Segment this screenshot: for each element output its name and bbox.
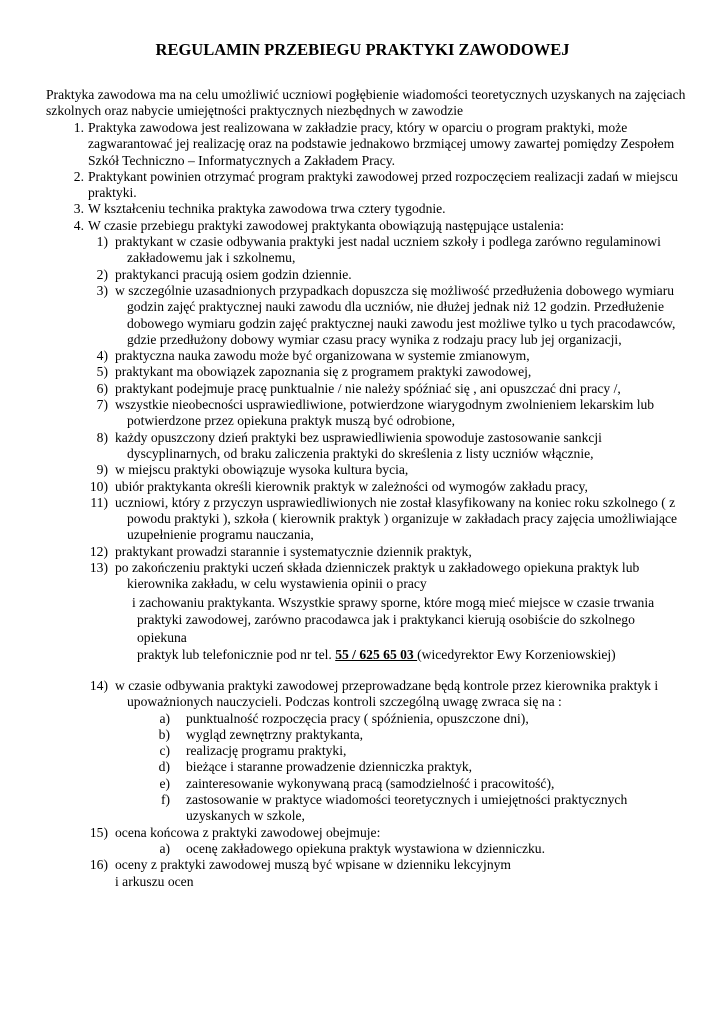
rule-number: 12) bbox=[89, 543, 108, 559]
rule-5 bbox=[46, 364, 686, 380]
sub-item-text: wygląd zewnętrzny praktykanta, bbox=[186, 726, 364, 742]
rule-text bbox=[115, 857, 686, 890]
rule-14-item-e bbox=[46, 776, 686, 792]
rule-10 bbox=[46, 479, 686, 495]
rule-2 bbox=[46, 267, 686, 283]
rule-number: 9) bbox=[96, 462, 108, 478]
rule-number: 15) bbox=[89, 824, 108, 840]
sub-item-letter: a) bbox=[159, 710, 170, 726]
rule-12 bbox=[46, 544, 686, 560]
rule-14 bbox=[46, 678, 686, 711]
point-number: 2. bbox=[73, 168, 84, 184]
rule-16-line: i arkuszu ocen bbox=[115, 873, 194, 889]
sub-item-letter: f) bbox=[160, 792, 170, 808]
rule-text: praktykant podejmuje pracę punktualnie / nie należy spóźniać się , ani opuszczać dni pracy /, bbox=[115, 380, 621, 396]
rule-text: uczniowi, który z przyczyn usprawiedliwionych nie został klasyfikowany na koniec roku szkolnego ( z powodu praktyki ), szkoła ( kierownik praktyk ) organizuje w zakładach pracy zajęcia umożliwiające uzupełnienie programu nauczania, bbox=[115, 494, 678, 543]
rule-text: każdy opuszczony dzień praktyki bez usprawiedliwienia spowoduje zastosowanie sankcji dyscyplinarnych, od braku zaliczenia praktyki do skreślenia z listy uczniów włącznie, bbox=[115, 429, 602, 461]
regulations-list bbox=[46, 120, 686, 890]
phone-prefix: praktyk lub telefonicznie pod nr tel. bbox=[137, 647, 336, 663]
rule-8 bbox=[46, 430, 686, 463]
rule-number: 4) bbox=[96, 348, 108, 364]
point-text: W czasie przebiegu praktyki zawodowej praktykanta obowiązują następujące ustalenia: bbox=[88, 217, 565, 233]
rule-number: 2) bbox=[96, 266, 108, 282]
rule-13-line: praktyki zawodowej, zarówno pracodawca jak i praktykanci kierują osobiście do szkolnego opiekuna bbox=[137, 612, 635, 645]
rule-text: w czasie odbywania praktyki zawodowej przeprowadzane będą kontrole przez kierownika praktyk i upoważnionych nauczycieli. Podczas kontroli szczególną uwagę zwraca się na : bbox=[115, 677, 659, 710]
rule-number: 10) bbox=[89, 478, 108, 494]
rule-14-item-a bbox=[46, 711, 686, 727]
rule-3 bbox=[46, 283, 686, 348]
sub-item-text: punktualność rozpoczęcia pracy ( spóźnienia, opuszczone dni), bbox=[186, 710, 529, 726]
rule-text: po zakończeniu praktyki uczeń składa dzienniczek praktyk u zakładowego opiekuna praktyk lub kierownika zakładu, w celu wystawienia opinii o pracy bbox=[115, 560, 640, 592]
rule-number: 6) bbox=[96, 380, 108, 396]
rule-number: 8) bbox=[96, 429, 108, 445]
rule-text: praktykant prowadzi starannie i systematycznie dziennik praktyk, bbox=[115, 543, 472, 559]
rule-1 bbox=[46, 234, 686, 267]
rule-7 bbox=[46, 397, 686, 430]
rule-number: 1) bbox=[96, 234, 108, 250]
sub-item-text: bieżące i staranne prowadzenie dzienniczka praktyk, bbox=[186, 759, 473, 775]
page-title: REGULAMIN PRZEBIEGU PRAKTYKI ZAWODOWEJ bbox=[155, 40, 570, 59]
rule-number: 11) bbox=[90, 494, 108, 510]
rule-number: 7) bbox=[96, 397, 108, 413]
sub-item-letter: a) bbox=[159, 840, 170, 856]
rule-16 bbox=[46, 857, 686, 890]
point-number: 1. bbox=[73, 120, 84, 135]
sub-item-letter: b) bbox=[158, 726, 170, 742]
rule-16-line: oceny z praktyki zawodowej muszą być wpisane w dzienniku lekcyjnym bbox=[115, 857, 511, 873]
sub-item-letter: e) bbox=[159, 775, 170, 791]
rule-text: wszystkie nieobecności usprawiedliwione, potwierdzone wiarygodnym zwolnieniem lekarskim lub potwierdzone przez opiekuna praktyk muszą być odrobione, bbox=[115, 397, 655, 429]
point-text: Praktykant powinien otrzymać program praktyki zawodowej przed rozpoczęciem realizacji zadań w miejscu praktyki. bbox=[88, 168, 678, 201]
sub-item-letter: d) bbox=[158, 759, 170, 775]
rule-14-item-c bbox=[46, 743, 686, 759]
rule-number: 16) bbox=[89, 857, 108, 873]
point-4 bbox=[46, 218, 686, 234]
rule-text: praktykant ma obowiązek zapoznania się z programem praktyki zawodowej, bbox=[115, 364, 532, 380]
rule-11 bbox=[46, 495, 686, 544]
rule-9 bbox=[46, 462, 686, 478]
point-1 bbox=[46, 120, 686, 169]
rule-15-item-a bbox=[46, 841, 686, 857]
point-text: Praktyka zawodowa jest realizowana w zakładzie pracy, który w oparciu o program praktyki, może zagwarantować jej realizację oraz na podstawie jednakowo brzmiącej umowy zawartej pomiędzy Zespołem Szkół Techniczno – Informatycznych a Zakładem Pracy. bbox=[88, 120, 675, 168]
rule-number: 14) bbox=[89, 677, 108, 693]
point-3 bbox=[46, 201, 686, 217]
phone-number: 55 / 625 65 03 bbox=[335, 647, 418, 663]
rule-4 bbox=[46, 348, 686, 364]
rule-number: 13) bbox=[89, 560, 108, 576]
point-number: 3. bbox=[73, 201, 84, 217]
sub-item-letter: c) bbox=[159, 743, 170, 759]
rule-14-item-d bbox=[46, 759, 686, 775]
rule-text: praktykanci pracują osiem godzin dziennie. bbox=[115, 266, 352, 282]
sub-item-text: realizację programu praktyki, bbox=[186, 743, 347, 759]
rule-15 bbox=[46, 825, 686, 841]
rule-13-line: i zachowaniu praktykanta. Wszystkie sprawy sporne, które mogą mieć miejsce w czasie trwania bbox=[132, 594, 655, 610]
rule-13-line-phone bbox=[132, 646, 686, 664]
sub-item-text: zastosowanie w praktyce wiadomości teoretycznych i umiejętności praktycznych uzyskanych w szkole, bbox=[186, 792, 628, 824]
rule-text: praktykant w czasie odbywania praktyki jest nadal uczniem szkoły i podlega zarówno regulaminowi zakładowemu jak i szkolnemu, bbox=[115, 234, 661, 266]
rule-text: ubiór praktykanta określi kierownik praktyk w zależności od wymogów zakładu pracy, bbox=[115, 478, 588, 494]
rule-text: w szczególnie uzasadnionych przypadkach dopuszcza się możliwość przedłużenia dobowego wymiaru godzin zajęć praktycznej nauki zawodu dla uczniów, nie dłużej jednak niż 12 godzin. Przedłużenie dobowego wymiaru godzin zajęć praktycznej nauki zawodu jest możliwe tylko u tych pracodawców, gdzie przedłużony dobowy wymiar czasu pracy wynika z rodzaju pracy lub jej organizacji, bbox=[115, 282, 676, 347]
point-text: W kształceniu technika praktyka zawodowa trwa cztery tygodnie. bbox=[88, 201, 446, 217]
rule-14-item-f bbox=[46, 792, 686, 825]
rule-text: ocena końcowa z praktyki zawodowej obejmuje: bbox=[115, 824, 381, 840]
intro-paragraph: Praktyka zawodowa ma na celu umożliwić uczniowi pogłębienie wiadomości teoretycznych uzyskanych na zajęciach szkolnych oraz nabycie umiejętności praktycznych niezbędnych w zawodzie bbox=[46, 87, 686, 119]
rule-13-continuation bbox=[132, 594, 686, 664]
phone-suffix: (wicedyrektor Ewy Korzeniowskiej) bbox=[417, 647, 616, 663]
rule-14-item-b bbox=[46, 727, 686, 743]
rule-text: praktyczna nauka zawodu może być organizowana w systemie zmianowym, bbox=[115, 348, 530, 364]
rule-text: w miejscu praktyki obowiązuje wysoka kultura bycia, bbox=[115, 462, 409, 478]
rule-13 bbox=[46, 560, 686, 593]
point-2 bbox=[46, 169, 686, 202]
point-number: 4. bbox=[73, 217, 84, 233]
sub-item-text: zainteresowanie wykonywaną pracą (samodzielność i pracowitość), bbox=[186, 775, 555, 791]
rule-6 bbox=[46, 381, 686, 397]
rule-number: 3) bbox=[96, 282, 108, 298]
sub-item-text: ocenę zakładowego opiekuna praktyk wystawiona w dzienniczku. bbox=[186, 840, 545, 856]
rule-number: 5) bbox=[96, 364, 108, 380]
